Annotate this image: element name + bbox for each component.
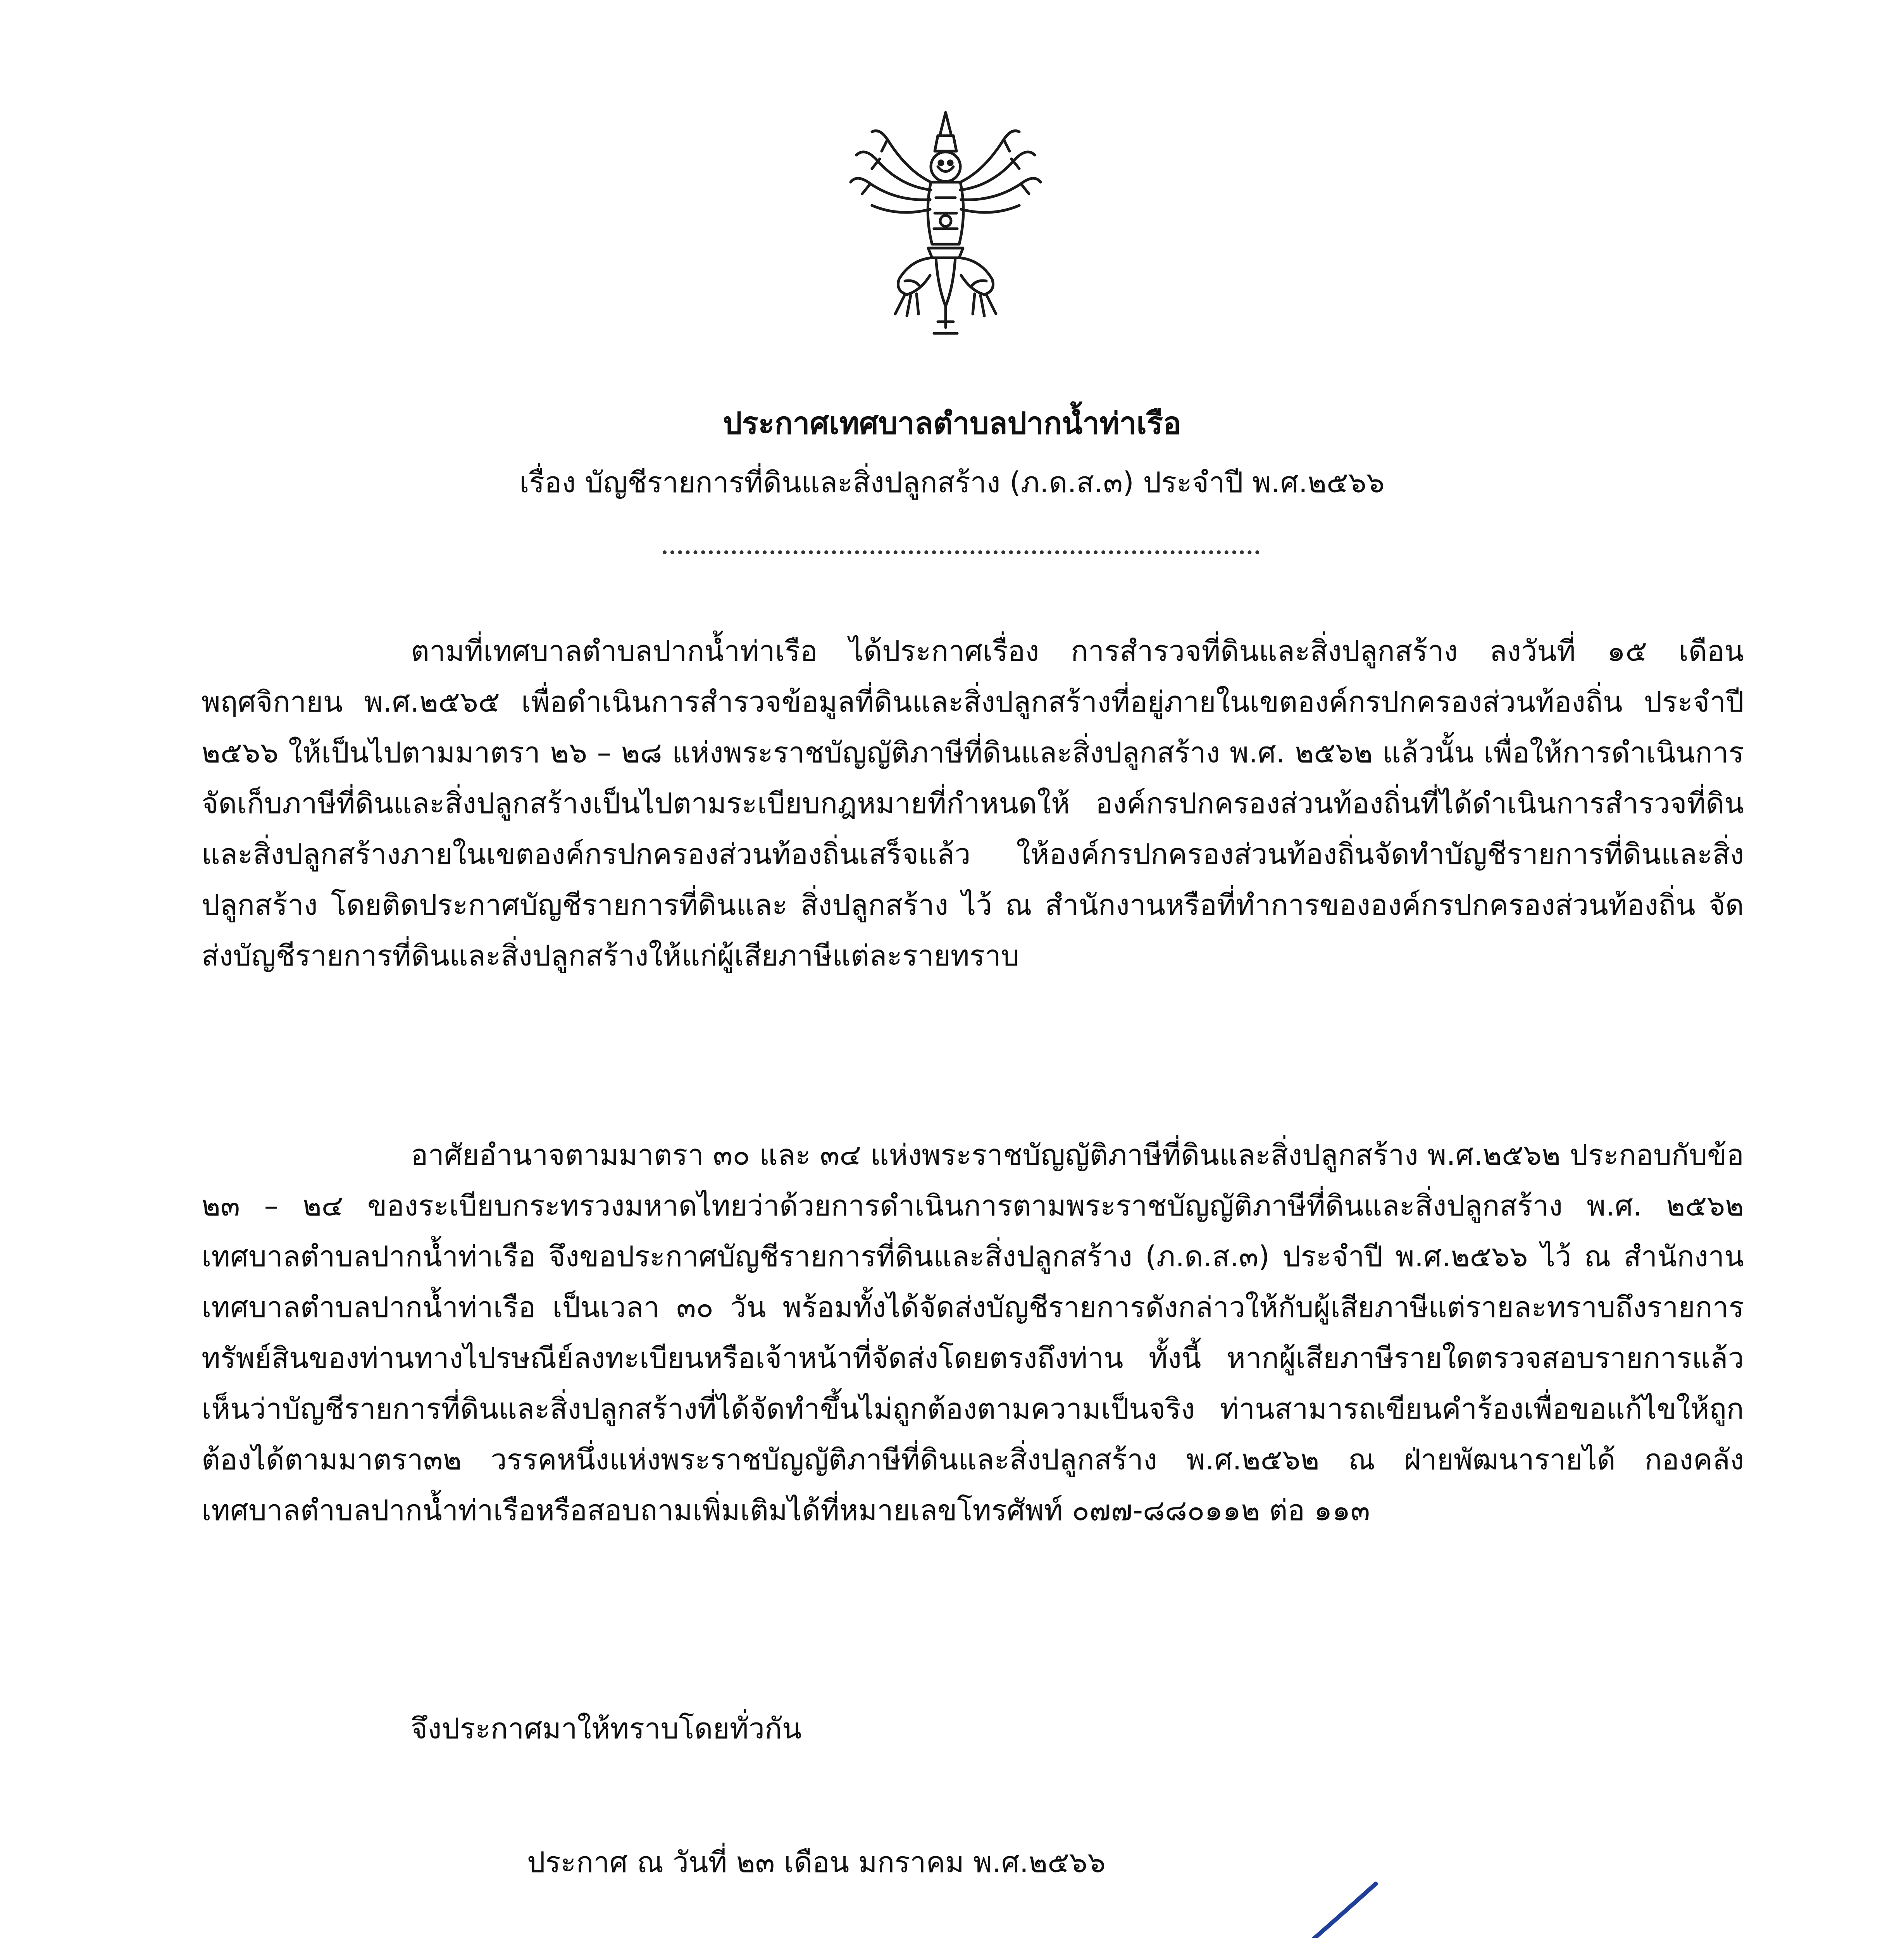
handwritten-signature-icon	[980, 1876, 1407, 1938]
document-subject: เรื่อง บัญชีรายการที่ดินและสิ่งปลูกสร้าง (ภ.ด.ส.๓) ประจำปี พ.ศ.๒๕๖๖	[519, 466, 1385, 499]
garuda-emblem-icon	[841, 105, 1050, 341]
body-paragraph-2: อาศัยอำนาจตามมาตรา ๓๐ และ ๓๔ แห่งพระราชบัญญัติภาษีที่ดินและสิ่งปลูกสร้าง พ.ศ.๒๕๖๒ ประกอบกับข้อ ๒๓ – ๒๔ ของระเบียบกระทรวงมหาดไทยว่าด้วยการดำเนินการตามพระราชบัญญัติภาษีที่ดินและสิ่งปลูกสร้าง พ.ศ. ๒๕๖๒ เทศบาลตำบลปากน้ำท่าเรือ จึงขอประกาศบัญชีรายการที่ดินและสิ่งปลูกสร้าง (ภ.ด.ส.๓) ประจำปี พ.ศ.๒๕๖๖ ไว้ ณ สำนักงานเทศบาลตำบลปากน้ำท่าเรือ เป็นเวลา ๓๐ วัน พร้อมทั้งได้จัดส่งบัญชีรายการดังกล่าวให้กับผู้เสียภาษีแต่รายละทราบถึงรายการทรัพย์สินของท่านทางไปรษณีย์ลงทะเบียนหรือเจ้าหน้าที่จัดส่งโดยตรงถึงท่าน ทั้งนี้ หากผู้เสียภาษีรายใดตรวจสอบรายการแล้ว เห็นว่าบัญชีรายการที่ดินและสิ่งปลูกสร้างที่ได้จัดทำขึ้นไม่ถูกต้องตามความเป็นจริง ท่านสามารถเขียนคำร้องเพื่อขอแก้ไขให้ถูกต้องได้ตามมาตรา๓๒ วรรคหนึ่งแห่งพระราชบัญญัติภาษีที่ดินและสิ่งปลูกสร้าง พ.ศ.๒๕๖๒ ณ ฝ่ายพัฒนารายได้ กองคลัง เทศบาลตำบลปากน้ำท่าเรือหรือสอบถามเพิ่มเติมได้ที่หมายเลขโทรศัพท์ ๐๗๗-๘๘๐๑๑๒ ต่อ ๑๑๓	[202, 1138, 1744, 1527]
document-title: ประกาศเทศบาลตำบลปากน้ำท่าเรือ	[723, 406, 1181, 441]
body-paragraph-1: ตามที่เทศบาลตำบลปากน้ำท่าเรือ ได้ประกาศเรื่อง การสำรวจที่ดินและสิ่งปลูกสร้าง ลงวันที่ ๑๕ เดือน พฤศจิกายน พ.ศ.๒๕๖๕ เพื่อดำเนินการสำรวจข้อมูลที่ดินและสิ่งปลูกสร้างที่อยู่ภายในเขตองค์กรปกครองส่วนท้องถิ่น ประจำปี ๒๕๖๖ ให้เป็นไปตามมาตรา ๒๖ – ๒๘ แห่งพระราชบัญญัติภาษีที่ดินและสิ่งปลูกสร้าง พ.ศ. ๒๕๖๒ แล้วนั้น เพื่อให้การดำเนินการจัดเก็บภาษีที่ดินและสิ่งปลูกสร้างเป็นไปตามระเบียบกฎหมายที่กำหนดให้ องค์กรปกครองส่วนท้องถิ่นที่ได้ดำเนินการสำรวจที่ดินและสิ่งปลูกสร้างภายในเขตองค์กรปกครองส่วนท้องถิ่นเสร็จแล้ว ให้องค์กรปกครองส่วนท้องถิ่นจัดทำบัญชีรายการที่ดินและสิ่งปลูกสร้าง โดยติดประกาศบัญชีรายการที่ดินและ สิ่งปลูกสร้าง ไว้ ณ สำนักงานหรือที่ทำการขององค์กรปกครองส่วนท้องถิ่น จัดส่งบัญชีรายการที่ดินและสิ่งปลูกสร้างให้แก่ผู้เสียภาษีแต่ละรายทราบ	[202, 635, 1744, 972]
announcement-date: ประกาศ ณ วันที่ ๒๓ เดือน มกราคม พ.ศ.๒๕๖๖	[527, 1846, 1106, 1879]
closing-statement: จึงประกาศมาให้ทราบโดยทั่วกัน	[411, 1712, 802, 1745]
title-divider	[663, 550, 1260, 554]
